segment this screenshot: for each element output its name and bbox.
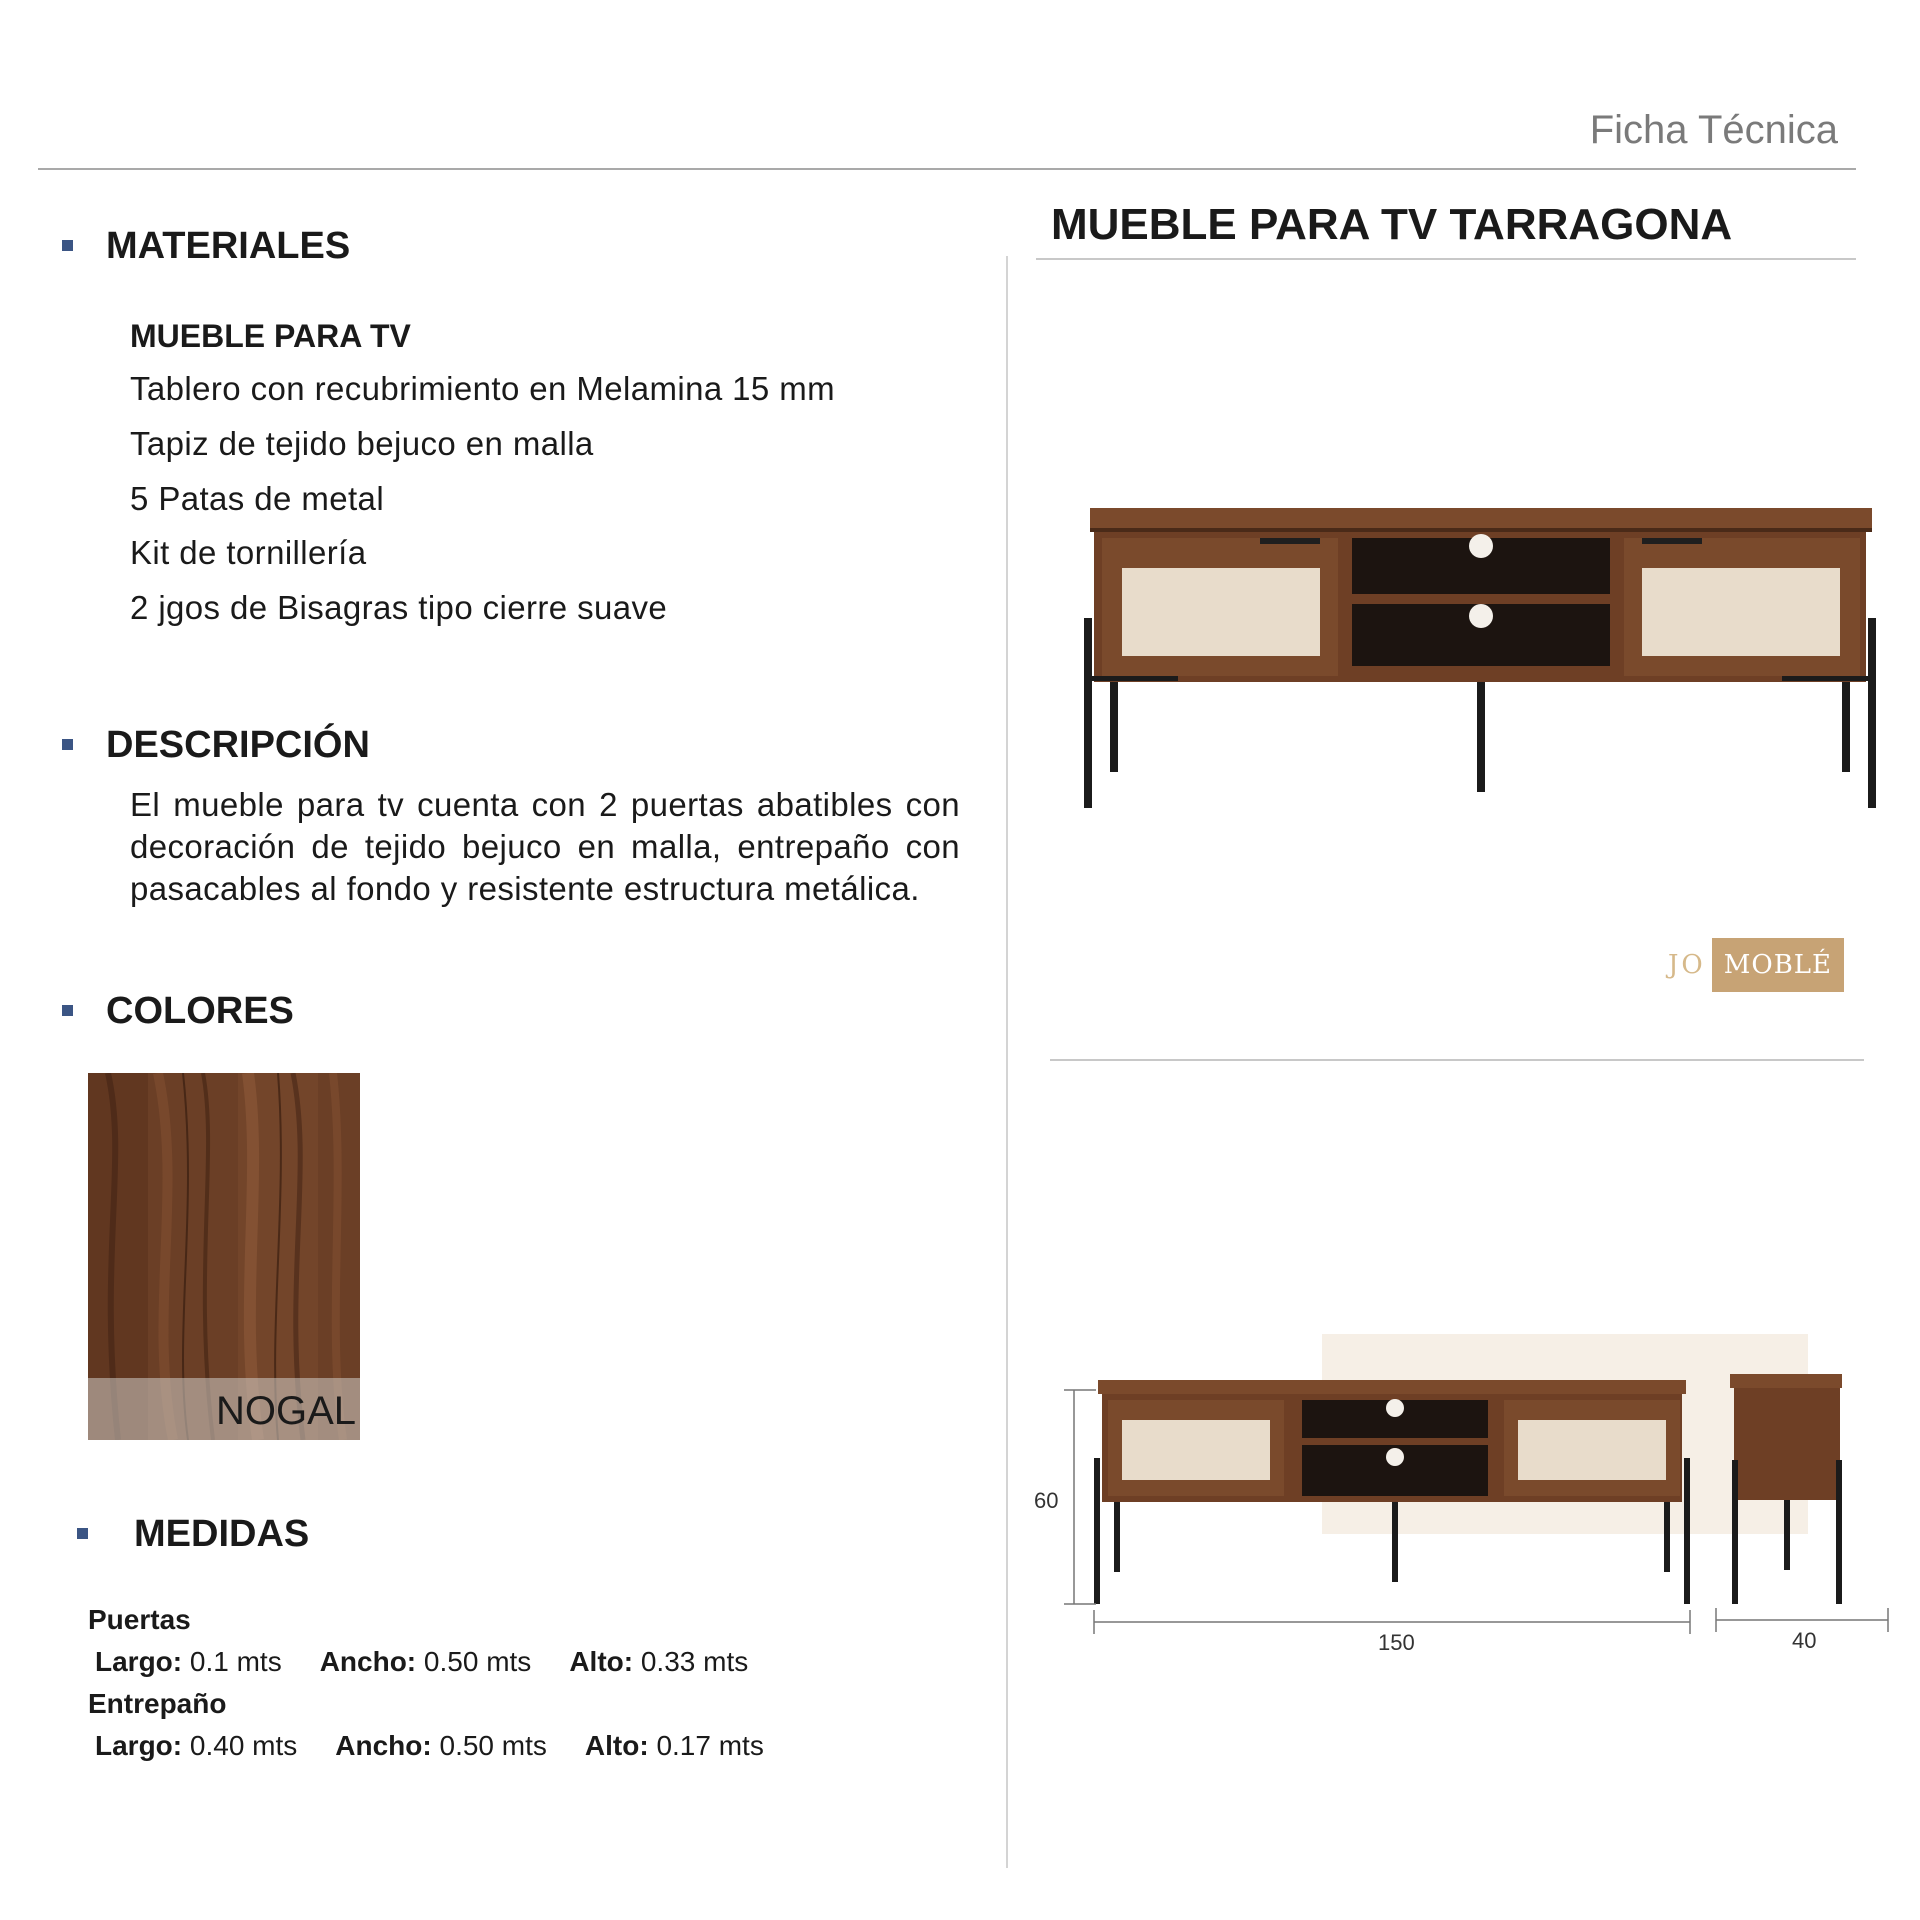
materiales-heading: MATERIALES [106, 225, 351, 267]
materiales-subtitle: MUEBLE PARA TV [130, 318, 411, 354]
medidas-heading: MEDIDAS [134, 1513, 310, 1555]
product-title: MUEBLE PARA TV TARRAGONA [1051, 200, 1733, 249]
medidas-group-title: Entrepaño [88, 1688, 227, 1719]
swatch-label: NOGAL [215, 1389, 356, 1433]
ancho-label: Ancho: [319, 1646, 417, 1677]
alto-label: Alto: [584, 1730, 649, 1761]
side-view-drawing [1730, 1374, 1842, 1604]
ancho-value: 0.50 mts [423, 1646, 532, 1677]
header-divider [38, 168, 1856, 170]
product-front-image [1080, 500, 1880, 820]
color-swatch-nogal [88, 1073, 360, 1440]
dimension-diagram [1030, 1320, 1890, 1660]
largo-label: Largo: [95, 1730, 183, 1761]
materiales-bullet-icon [62, 240, 73, 251]
column-divider [1006, 256, 1008, 1868]
brand-logo-part2: MOBLÉ [1712, 938, 1844, 992]
front-view-drawing [1094, 1380, 1690, 1604]
height-dimension-line [1064, 1390, 1096, 1604]
ancho-value: 0.50 mts [439, 1730, 547, 1761]
medidas-group-title: Puertas [88, 1604, 191, 1635]
colores-heading: COLORES [106, 990, 294, 1032]
largo-value: 0.40 mts [189, 1730, 298, 1761]
alto-label: Alto: [569, 1646, 634, 1677]
materiales-item: 2 jgos de Bisagras tipo cierre suave [130, 589, 668, 626]
ancho-label: Ancho: [335, 1730, 432, 1761]
alto-value: 0.17 mts [656, 1730, 764, 1761]
brand-logo-part1: JO [1668, 950, 1706, 980]
medidas-row [95, 1730, 764, 1762]
colores-bullet-icon [62, 1005, 73, 1016]
medidas-row [95, 1646, 748, 1678]
materiales-item: 5 Patas de metal [130, 480, 385, 517]
materiales-item: Tablero con recubrimiento en Melamina 15 mm [130, 370, 836, 407]
dimension-height-label: 60 [1034, 1488, 1059, 1513]
right-section-divider [1050, 1059, 1864, 1061]
medidas-bullet-icon [77, 1528, 88, 1539]
brand-logo [1668, 937, 1844, 993]
materiales-item: Tapiz de tejido bejuco en malla [130, 425, 594, 462]
materiales-item: Kit de tornillería [130, 534, 367, 571]
dimension-width-label: 150 [1378, 1630, 1415, 1655]
alto-value: 0.33 mts [640, 1646, 749, 1677]
largo-label: Largo: [95, 1646, 183, 1677]
product-title-divider [1036, 258, 1856, 260]
descripcion-text: El mueble para tv cuenta con 2 puertas abatibles con decoración de tejido bejuco en malla, entrepaño con pasacables al fondo y resistente estructura metálica. [130, 786, 960, 907]
largo-value: 0.1 mts [189, 1646, 282, 1677]
dimension-depth-label: 40 [1792, 1628, 1817, 1653]
descripcion-heading: DESCRIPCIÓN [106, 724, 370, 766]
descripcion-bullet-icon [62, 739, 73, 750]
header-title: Ficha Técnica [1589, 108, 1838, 152]
